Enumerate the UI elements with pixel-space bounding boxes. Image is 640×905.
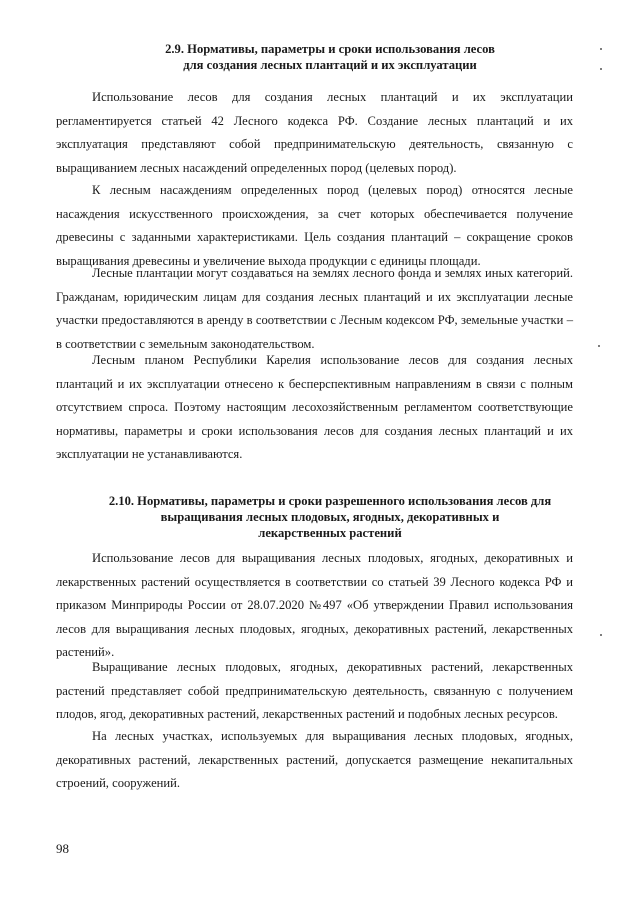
paragraph: К лесным насаждениям определенных пород (целевых пород) относятся лесные насаждения искусственного происхождения, за счет которых обеспечивается получение древесины с заданными характеристиками. Цель создания плантаций – сокращение сроков выращивания древесины и увеличение выхода продукции с единицы площади. bbox=[56, 183, 573, 268]
heading-line: для создания лесных плантаций и их эксплуатации bbox=[183, 58, 477, 72]
paragraph: Лесным планом Республики Карелия использование лесов для создания лесных плантаций и их эксплуатации отнесено к бесперспективным направлениям в связи с полным отсутствием спроса. Поэтому настоящим лесохозяйственным регламентом соответствующие нормативы, параметры и сроки использования лесов для создания лесных плантаций и их эксплуатации не устанавливаются. bbox=[56, 353, 573, 462]
page-number: 98 bbox=[56, 841, 69, 856]
section-heading-2-9 bbox=[60, 41, 600, 73]
paragraph: Использование лесов для выращивания лесных плодовых, ягодных, декоративных и лекарственных растений осуществляется в соответствии со статьей 39 Лесного кодекса РФ и приказом Минприроды России от 28.07.2020 №497 «Об утверждении Правил использования лесов для выращивания лесных плодовых, ягодных, декоративных растений, лекарственных растений». bbox=[56, 551, 573, 660]
paragraph: Лесные плантации могут создаваться на землях лесного фонда и землях иных категорий. Гражданам, юридическим лицам для создания лесных плантаций и их эксплуатации лесные участки предоставляются в аренду в соответствии с Лесным кодексом РФ, земельные участки – в соответствии с земельным законодательством. bbox=[56, 266, 573, 351]
scan-dot bbox=[600, 68, 602, 70]
heading-line: выращивания лесных плодовых, ягодных, декоративных и bbox=[160, 510, 500, 524]
heading-line: 2.9. Нормативы, параметры и сроки использования лесов bbox=[165, 42, 495, 56]
section-heading-2-10 bbox=[60, 493, 600, 541]
paragraph: Использование лесов для создания лесных плантаций и их эксплуатации регламентируется статьей 42 Лесного кодекса РФ. Создание лесных плантаций и их эксплуатация представляют собой предпринимательскую деятельность, связанную с выращиванием лесных насаждений определенных пород (целевых пород). bbox=[56, 90, 573, 175]
paragraph: На лесных участках, используемых для выращивания лесных плодовых, ягодных, декоративных растений, лекарственных растений, допускается размещение некапитальных строений, сооружений. bbox=[56, 729, 573, 791]
heading-line: лекарственных растений bbox=[258, 526, 402, 540]
scan-dot bbox=[600, 48, 602, 50]
paragraph: Выращивание лесных плодовых, ягодных, декоративных растений, лекарственных растений представляет собой предпринимательскую деятельность, связанную с получением плодов, ягод, декоративных растений, лекарственных растений и подобных лесных ресурсов. bbox=[56, 660, 573, 722]
scan-dot bbox=[600, 634, 602, 636]
heading-line: 2.10. Нормативы, параметры и сроки разрешенного использования лесов для bbox=[108, 494, 552, 508]
scan-dot bbox=[598, 345, 600, 347]
